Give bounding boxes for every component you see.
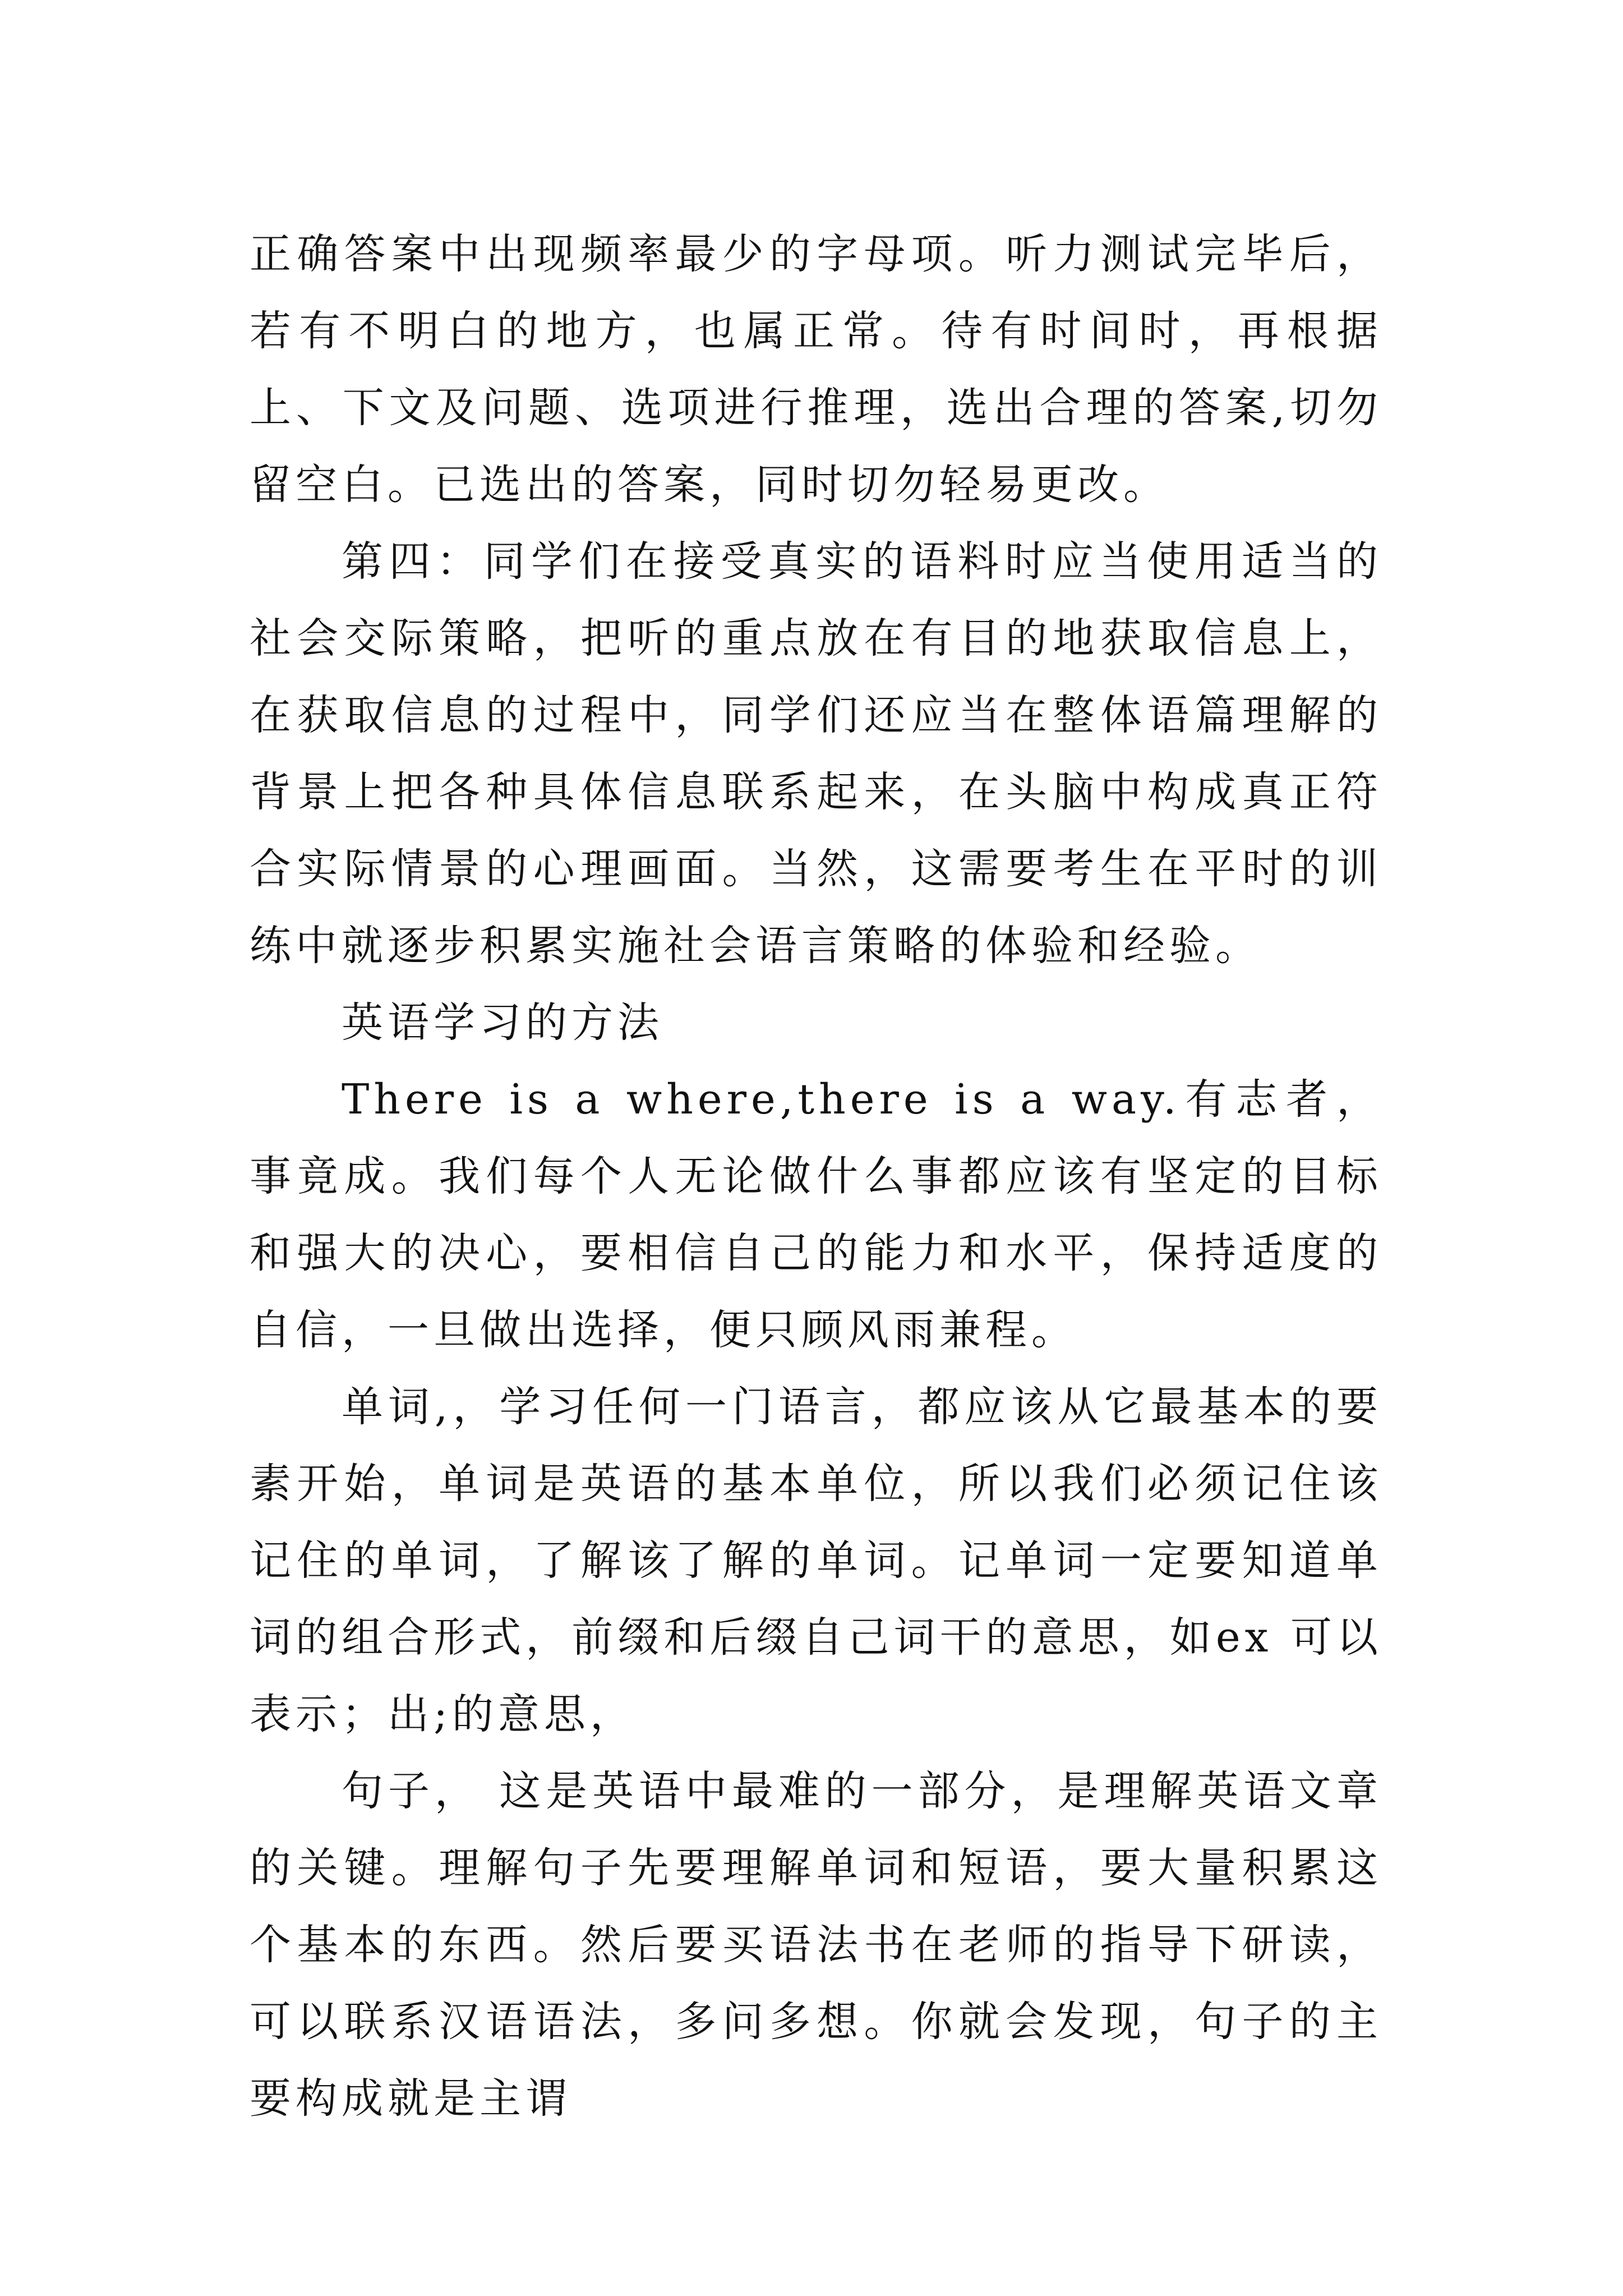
- paragraph-listening-tips: 正确答案中出现频率最少的字母项。听力测试完毕后，若有不明白的地方，也属正常。待有时间时，再根据上、下文及问题、选项进行推理，选出合理的答案,切勿留空白。已选出的答案，同时切勿轻易更改。: [250, 230, 1382, 509]
- paragraph-determination: There is a where,there is a way.有志者，事竟成。我们每个人无论做什么事都应该有坚定的目标和强大的决心，要相信自己的能力和水平，保持适度的自信，一旦做出选择，便只顾风雨兼程。: [250, 1075, 1382, 1354]
- paragraph-vocabulary: 单词,，学习任何一门语言，都应该从它最基本的要素开始，单词是英语的基本单位，所以我们必须记住该记住的单词，了解该了解的单词。记单词一定要知道单词的组合形式，前缀和后缀自己词干的意思，如ex 可以表示；出;的意思，: [250, 1383, 1382, 1738]
- body-text: [250, 216, 1382, 2137]
- paragraph-sentences: 句子， 这是英语中最难的一部分，是理解英语文章的关键。理解句子先要理解单词和短语，要大量积累这个基本的东西。然后要买语法书在老师的指导下研读，可以联系汉语语法，多问多想。你就会发现，句子的主要构成就是主谓: [250, 1767, 1382, 2123]
- paragraph-fourth-strategy: 第四：同学们在接受真实的语料时应当使用适当的社会交际策略，把听的重点放在有目的地获取信息上，在获取信息的过程中，同学们还应当在整体语篇理解的背景上把各种具体信息联系起来，在头脑中构成真正符合实际情景的心理画面。当然，这需要考生在平时的训练中就逐步积累实施社会语言策略的体验和经验。: [250, 537, 1382, 970]
- section-heading-english-methods: 英语学习的方法: [342, 999, 663, 1047]
